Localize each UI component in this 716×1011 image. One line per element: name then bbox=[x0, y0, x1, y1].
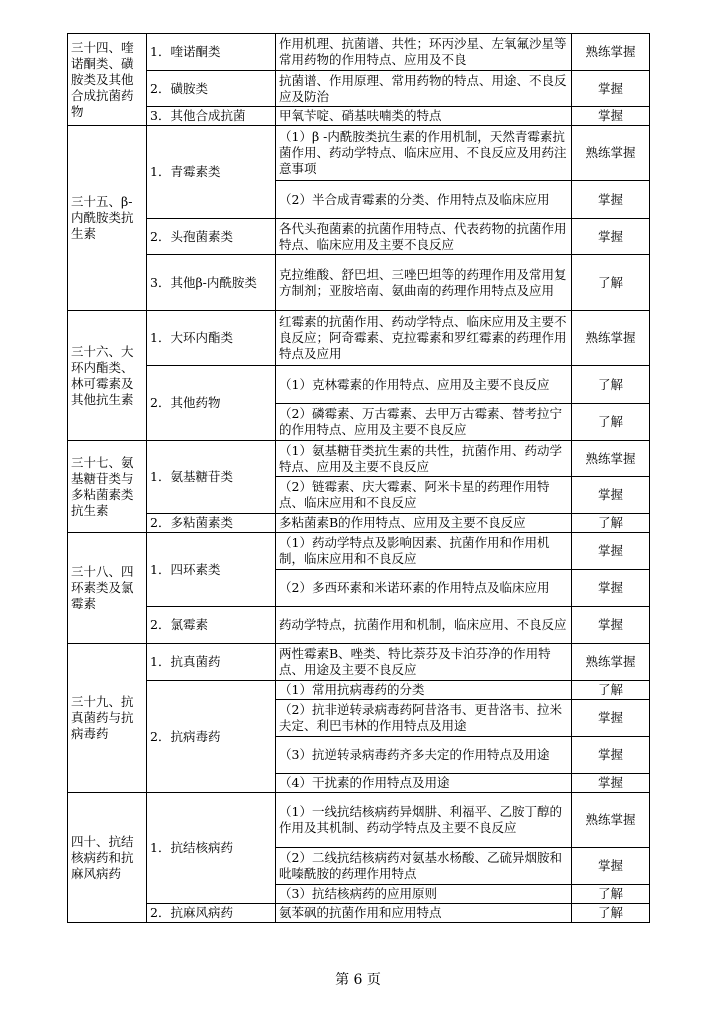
content-cell: （1）β -内酰胺类抗生素的作用机制，天然青霉素抗菌作用、药动学特点、临床应用、不良反应及用药注意事项 bbox=[276, 126, 572, 181]
requirement-cell: 了解 bbox=[572, 904, 650, 923]
requirement-cell: 掌握 bbox=[572, 181, 650, 219]
unit-cell: 1．抗真菌药 bbox=[147, 644, 276, 681]
unit-cell: 2．头孢菌素类 bbox=[147, 219, 276, 255]
table-row bbox=[68, 366, 650, 404]
table-row bbox=[68, 126, 650, 181]
requirement-cell: 掌握 bbox=[572, 848, 650, 885]
table-row bbox=[68, 533, 650, 570]
requirement-cell: 了解 bbox=[572, 404, 650, 441]
content-cell: 药动学特点，抗菌作用和机制，临床应用、不良反应 bbox=[276, 607, 572, 644]
requirement-cell: 熟练掌握 bbox=[572, 441, 650, 477]
unit-cell: 1．抗结核病药 bbox=[147, 793, 276, 904]
chapter-cell: 三十六、大环内酯类、林可霉素及其他抗生素 bbox=[68, 311, 147, 441]
requirement-cell: 掌握 bbox=[572, 570, 650, 607]
chapter-cell: 三十七、氨基糖苷类与多粘菌素类抗生素 bbox=[68, 441, 147, 533]
content-cell: （4）干扰素的作用特点及用途 bbox=[276, 774, 572, 793]
unit-cell: 1．大环内酯类 bbox=[147, 311, 276, 366]
unit-cell: 2．磺胺类 bbox=[147, 71, 276, 107]
requirement-cell: 掌握 bbox=[572, 219, 650, 255]
table-row bbox=[68, 311, 650, 366]
requirement-cell: 掌握 bbox=[572, 477, 650, 514]
content-cell: 红霉素的抗菌作用、药动学特点、临床应用及主要不良反应；阿奇霉素、克拉霉素和罗红霉素的药理作用特点及应用 bbox=[276, 311, 572, 366]
unit-cell: 2．多粘菌素类 bbox=[147, 514, 276, 533]
table-row bbox=[68, 793, 650, 848]
unit-cell: 2．其他药物 bbox=[147, 366, 276, 441]
chapter-cell: 三十四、喹诺酮类、磺胺类及其他合成抗菌药物 bbox=[68, 34, 147, 126]
syllabus-table bbox=[67, 33, 650, 923]
unit-cell: 2．抗病毒药 bbox=[147, 681, 276, 793]
content-cell: （1）一线抗结核病药异烟肼、利福平、乙胺丁醇的作用及其机制、药动学特点及主要不良反应 bbox=[276, 793, 572, 848]
table-row bbox=[68, 255, 650, 311]
table-row bbox=[68, 514, 650, 533]
requirement-cell: 掌握 bbox=[572, 774, 650, 793]
requirement-cell: 掌握 bbox=[572, 737, 650, 774]
content-cell: （2）半合成青霉素的分类、作用特点及临床应用 bbox=[276, 181, 572, 219]
chapter-cell: 三十五、β-内酰胺类抗生素 bbox=[68, 126, 147, 311]
unit-cell: 1．喹诺酮类 bbox=[147, 34, 276, 71]
requirement-cell: 了解 bbox=[572, 514, 650, 533]
table-row bbox=[68, 644, 650, 681]
unit-cell: 3．其他β-内酰胺类 bbox=[147, 255, 276, 311]
requirement-cell: 掌握 bbox=[572, 71, 650, 107]
unit-cell: 2．抗麻风病药 bbox=[147, 904, 276, 923]
table-row bbox=[68, 904, 650, 923]
unit-cell: 1．青霉素类 bbox=[147, 126, 276, 219]
table-row bbox=[68, 107, 650, 126]
requirement-cell: 掌握 bbox=[572, 700, 650, 737]
requirement-cell: 掌握 bbox=[572, 107, 650, 126]
content-cell: （2）磷霉素、万古霉素、去甲万古霉素、替考拉宁的作用特点、应用及主要不良反应 bbox=[276, 404, 572, 441]
unit-cell: 3．其他合成抗菌 bbox=[147, 107, 276, 126]
content-cell: 各代头孢菌素的抗菌作用特点、代表药物的抗菌作用特点、临床应用及主要不良反应 bbox=[276, 219, 572, 255]
unit-cell: 1．四环素类 bbox=[147, 533, 276, 607]
content-cell: （1）药动学特点及影响因素、抗菌作用和作用机制，临床应用和不良反应 bbox=[276, 533, 572, 570]
chapter-cell: 三十九、抗真菌药与抗病毒药 bbox=[68, 644, 147, 793]
chapter-cell: 三十八、四环素类及氯霉素 bbox=[68, 533, 147, 644]
requirement-cell: 熟练掌握 bbox=[572, 311, 650, 366]
table-row bbox=[68, 71, 650, 107]
requirement-cell: 熟练掌握 bbox=[572, 126, 650, 181]
content-cell: （3）抗逆转录病毒药齐多夫定的作用特点及用途 bbox=[276, 737, 572, 774]
content-cell: （2）抗非逆转录病毒药阿昔洛韦、更昔洛韦、拉米夫定、利巴韦林的作用特点及用途 bbox=[276, 700, 572, 737]
requirement-cell: 了解 bbox=[572, 366, 650, 404]
requirement-cell: 掌握 bbox=[572, 533, 650, 570]
unit-cell: 1．氨基糖苷类 bbox=[147, 441, 276, 514]
content-cell: 甲氧苄啶、硝基呋喃类的特点 bbox=[276, 107, 572, 126]
requirement-cell: 熟练掌握 bbox=[572, 793, 650, 848]
table-row bbox=[68, 34, 650, 71]
content-cell: 克拉维酸、舒巴坦、三唑巴坦等的药理作用及常用复方制剂；亚胺培南、氨曲南的药理作用特点及应用 bbox=[276, 255, 572, 311]
unit-cell: 2．氯霉素 bbox=[147, 607, 276, 644]
chapter-cell: 四十、抗结核病药和抗麻风病药 bbox=[68, 793, 147, 923]
content-cell: 抗菌谱、作用原理、常用药物的特点、用途、不良反应及防治 bbox=[276, 71, 572, 107]
table-row bbox=[68, 607, 650, 644]
content-cell: （1）氨基糖苷类抗生素的共性，抗菌作用、药动学特点、应用及主要不良反应 bbox=[276, 441, 572, 477]
requirement-cell: 了解 bbox=[572, 255, 650, 311]
requirement-cell: 了解 bbox=[572, 681, 650, 700]
requirement-cell: 熟练掌握 bbox=[572, 34, 650, 71]
requirement-cell: 熟练掌握 bbox=[572, 644, 650, 681]
content-cell: （2）多西环素和米诺环素的作用特点及临床应用 bbox=[276, 570, 572, 607]
table-row bbox=[68, 219, 650, 255]
content-cell: （2）链霉素、庆大霉素、阿米卡星的药理作用特点、临床应用和不良反应 bbox=[276, 477, 572, 514]
content-cell: 作用机理、抗菌谱、共性；环丙沙星、左氧氟沙星等常用药物的作用特点、应用及不良 bbox=[276, 34, 572, 71]
content-cell: （2）二线抗结核病药对氨基水杨酸、乙硫异烟胺和吡嗪酰胺的药理作用特点 bbox=[276, 848, 572, 885]
content-cell: （3）抗结核病药的应用原则 bbox=[276, 885, 572, 904]
content-cell: 氨苯砜的抗菌作用和应用特点 bbox=[276, 904, 572, 923]
table-row bbox=[68, 441, 650, 477]
content-cell: 两性霉素B、唑类、特比萘芬及卡泊芬净的作用特点、用途及主要不良反应 bbox=[276, 644, 572, 681]
page-number: 第 6 页 bbox=[335, 972, 381, 988]
content-cell: 多粘菌素B的作用特点、应用及主要不良反应 bbox=[276, 514, 572, 533]
requirement-cell: 了解 bbox=[572, 885, 650, 904]
requirement-cell: 掌握 bbox=[572, 607, 650, 644]
content-cell: （1）克林霉素的作用特点、应用及主要不良反应 bbox=[276, 366, 572, 404]
content-cell: （1）常用抗病毒药的分类 bbox=[276, 681, 572, 700]
table-row bbox=[68, 681, 650, 700]
